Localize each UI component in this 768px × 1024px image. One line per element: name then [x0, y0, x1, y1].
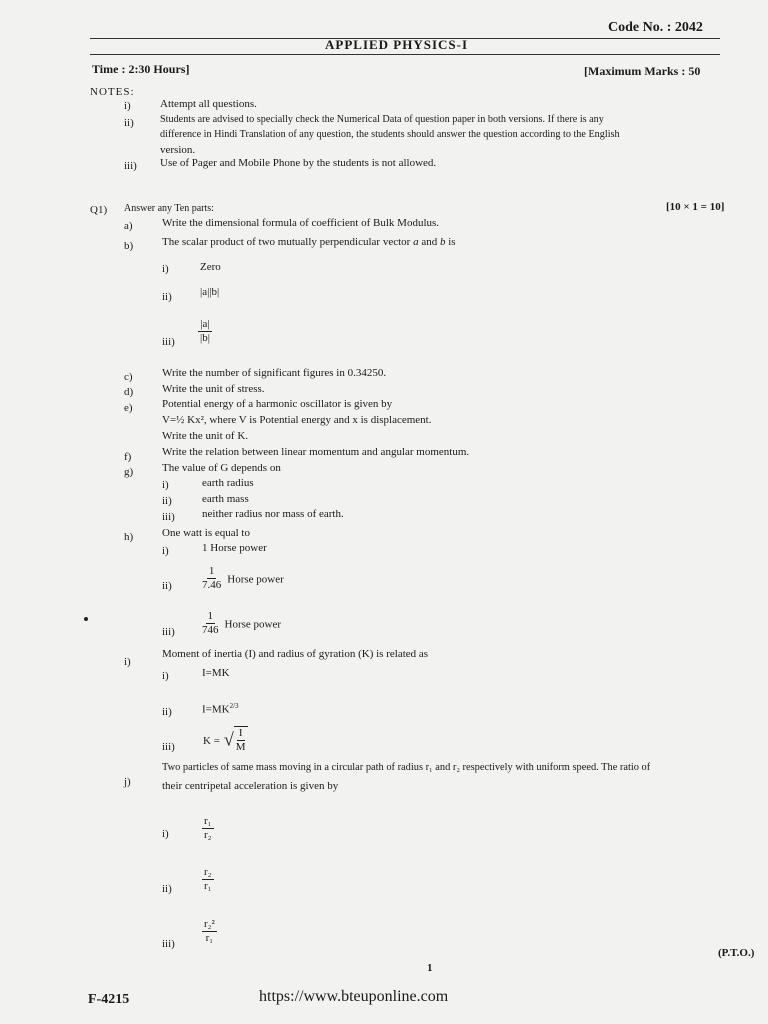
- qg-opt2: earth mass: [202, 493, 249, 505]
- q1-instruction: Answer any Ten parts:: [124, 203, 214, 214]
- note-3-num: iii): [124, 160, 137, 172]
- qj-opt2-num: ii): [162, 883, 172, 895]
- qh-opt1-num: i): [162, 545, 169, 557]
- qj-opt1-fraction: $\frac{\text{r₁}}{\text{r₂}}$: [204, 815, 212, 842]
- pto-label: (P.T.O.): [718, 947, 755, 959]
- qi-opt1: I=MK: [202, 667, 230, 679]
- qb-opt1: Zero: [200, 261, 221, 273]
- qe-line3: Write the unit of K.: [162, 430, 249, 442]
- qh-opt3-num: iii): [162, 626, 175, 638]
- header-rule-bottom: [90, 54, 720, 55]
- qg-opt3: neither radius nor mass of earth.: [202, 508, 344, 520]
- qi-text: Moment of inertia (I) and radius of gyration (K) is related as: [162, 648, 429, 660]
- qh-opt3-value: $\frac{1}{746}$ Horse power: [202, 610, 282, 637]
- paper-code: F-4215: [88, 992, 130, 1007]
- qj-opt3-num: iii): [162, 938, 175, 950]
- qf-text: Write the relation between linear momentum and angular momentum.: [162, 446, 470, 458]
- note-2-line3: version.: [160, 144, 196, 156]
- qc-num: c): [124, 371, 133, 383]
- q1-number: Q1): [90, 204, 108, 216]
- qc-text: Write the number of significant figures in 0.34250.: [162, 367, 387, 379]
- max-marks-label: [Maximum Marks : 50: [584, 64, 701, 78]
- qd-text: Write the unit of stress.: [162, 383, 265, 395]
- qj-opt3-fraction: $\frac{\text{r₂²}}{\text{r₁}}$: [204, 918, 215, 945]
- qi-opt3-value: K = √ $\frac{I}{M}$: [203, 727, 246, 754]
- qh-opt1: 1 Horse power: [202, 542, 267, 554]
- qh-text: One watt is equal to: [162, 527, 250, 539]
- subject-title: APPLIED PHYSICS-I: [325, 37, 469, 52]
- note-2-num: ii): [124, 117, 134, 129]
- qg-text: The value of G depends on: [162, 462, 281, 474]
- qg-opt1-num: i): [162, 479, 169, 491]
- note-2-line1: Students are advised to specially check the Numerical Data of question paper in both versions. If there is any: [160, 114, 604, 125]
- code-number: Code No. : 2042: [608, 20, 703, 35]
- time-label: Time : 2:30 Hours]: [92, 62, 190, 76]
- qe-line1: Potential energy of a harmonic oscillator is given by: [162, 398, 393, 410]
- qi-opt3-num: iii): [162, 741, 175, 753]
- qh-opt2-num: ii): [162, 580, 172, 592]
- qb-opt2-num: ii): [162, 291, 172, 303]
- qf-num: f): [124, 451, 132, 463]
- qj-line2: their centripetal acceleration is given by: [162, 780, 339, 792]
- qe-num: e): [124, 402, 133, 414]
- page-number: 1: [427, 962, 433, 974]
- qb-opt1-num: i): [162, 263, 169, 275]
- note-1-num: i): [124, 100, 131, 112]
- vector-b: b: [439, 236, 446, 248]
- qg-opt3-num: iii): [162, 511, 175, 523]
- q1-marks: [10 × 1 = 10]: [666, 201, 725, 213]
- qh-opt2-value: $\frac{1}{7.46}$ Horse power: [202, 565, 284, 592]
- source-url[interactable]: https://www.bteuponline.com: [259, 988, 449, 1005]
- note-2-line2: difference in Hindi Translation of any question, the students should answer the question according to the English: [160, 129, 620, 140]
- qj-opt1-num: i): [162, 828, 169, 840]
- qe-line2: V=½ Kx², where V is Potential energy and x is displacement.: [162, 414, 432, 426]
- notes-title: NOTES:: [90, 86, 135, 98]
- qb-num: b): [124, 240, 134, 252]
- qi-num: i): [124, 656, 131, 668]
- note-1-text: Attempt all questions.: [160, 98, 257, 110]
- qi-opt2: $I=MK^{2/3}$: [202, 702, 239, 716]
- qj-line1: Two particles of same mass moving in a circular path of radius r₁ and r₂ respectively with uniform speed. The ratio of: [162, 762, 651, 773]
- qj-opt2-fraction: $\frac{\text{r₂}}{\text{r₁}}$: [204, 866, 212, 893]
- qg-opt1: earth radius: [202, 477, 254, 489]
- qb-text: The scalar product of two mutually perpendicular vector a and b is: [162, 236, 456, 248]
- qg-opt2-num: ii): [162, 495, 172, 507]
- qd-num: d): [124, 386, 134, 398]
- qa-text: Write the dimensional formula of coefficient of Bulk Modulus.: [162, 217, 440, 229]
- qb-opt3-num: iii): [162, 336, 175, 348]
- qg-num: g): [124, 466, 134, 478]
- qi-opt2-num: ii): [162, 706, 172, 718]
- qb-opt3-fraction: $\frac{|a|}{|b|}$: [200, 318, 210, 345]
- qb-opt2: |a||b|: [200, 286, 220, 298]
- vector-a: a: [413, 236, 419, 248]
- scan-dot: [84, 617, 88, 621]
- qi-opt1-num: i): [162, 670, 169, 682]
- note-3-text: Use of Pager and Mobile Phone by the students is not allowed.: [160, 157, 437, 169]
- qa-num: a): [124, 220, 133, 232]
- qj-num: j): [124, 776, 131, 788]
- qh-num: h): [124, 531, 134, 543]
